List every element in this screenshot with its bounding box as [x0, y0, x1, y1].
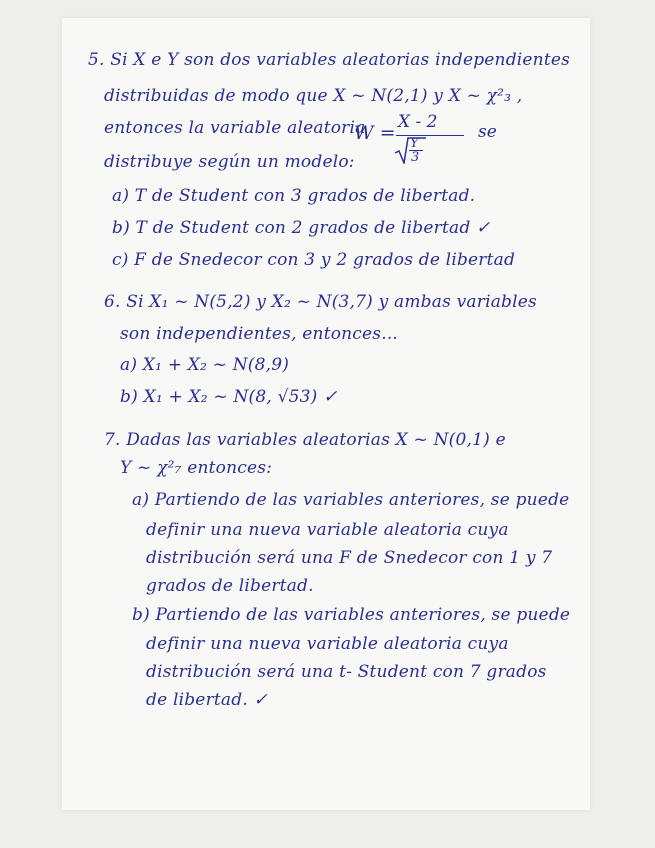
q7-option-a-line-2: definir una nueva variable aleatoria cuya [146, 520, 509, 540]
q7-option-b-line-4: de libertad. ✓ [146, 690, 268, 710]
w-formula-root-numerator: Y [410, 136, 419, 151]
w-formula-suffix: se [478, 122, 497, 142]
w-formula-lhs: W = [354, 122, 396, 144]
q7-option-b-line-3: distribución será una t- Student con 7 grados [146, 662, 547, 682]
q6-line-2: son independientes, entonces... [120, 324, 399, 344]
q7-line-2: Y ~ χ²₇ entonces: [120, 458, 273, 478]
w-formula-numerator: X - 2 [398, 112, 438, 132]
q7-option-b-line-2: definir una nueva variable aleatoria cuya [146, 634, 509, 654]
q6-option-b: b) X₁ + X₂ ~ N(8, √53) ✓ [120, 387, 338, 407]
q7-option-a-line-3: distribución será una F de Snedecor con 1 y 7 [146, 548, 553, 568]
q5-line-2: distribuidas de modo que X ~ N(2,1) y X ~ χ²₃ , [104, 86, 523, 106]
q7-option-b-line-1: b) Partiendo de las variables anteriores, se puede [132, 605, 571, 625]
w-formula-root-denominator: 3 [411, 150, 420, 165]
q7-line-1: 7. Dadas las variables aleatorias X ~ N(0,1) e [104, 430, 506, 450]
w-formula [354, 112, 504, 174]
q5-option-b: b) T de Student con 2 grados de libertad ✓ [112, 218, 491, 238]
q6-option-a: a) X₁ + X₂ ~ N(8,9) [120, 355, 290, 375]
q7-option-a-line-1: a) Partiendo de las variables anteriores, se puede [132, 490, 570, 510]
q6-line-1: 6. Si X₁ ~ N(5,2) y X₂ ~ N(3,7) y ambas variables [104, 292, 537, 312]
q7-option-a-line-4: grados de libertad. [146, 576, 314, 596]
q5-line-1: 5. Si X e Y son dos variables aleatorias independientes [88, 50, 571, 70]
q5-option-c: c) F de Snedecor con 3 y 2 grados de libertad [112, 250, 516, 270]
q5-option-a: a) T de Student con 3 grados de libertad. [112, 186, 476, 206]
q5-line-4: distribuye según un modelo: [104, 152, 355, 172]
q5-line-3: entonces la variable aleatoria [104, 118, 366, 138]
